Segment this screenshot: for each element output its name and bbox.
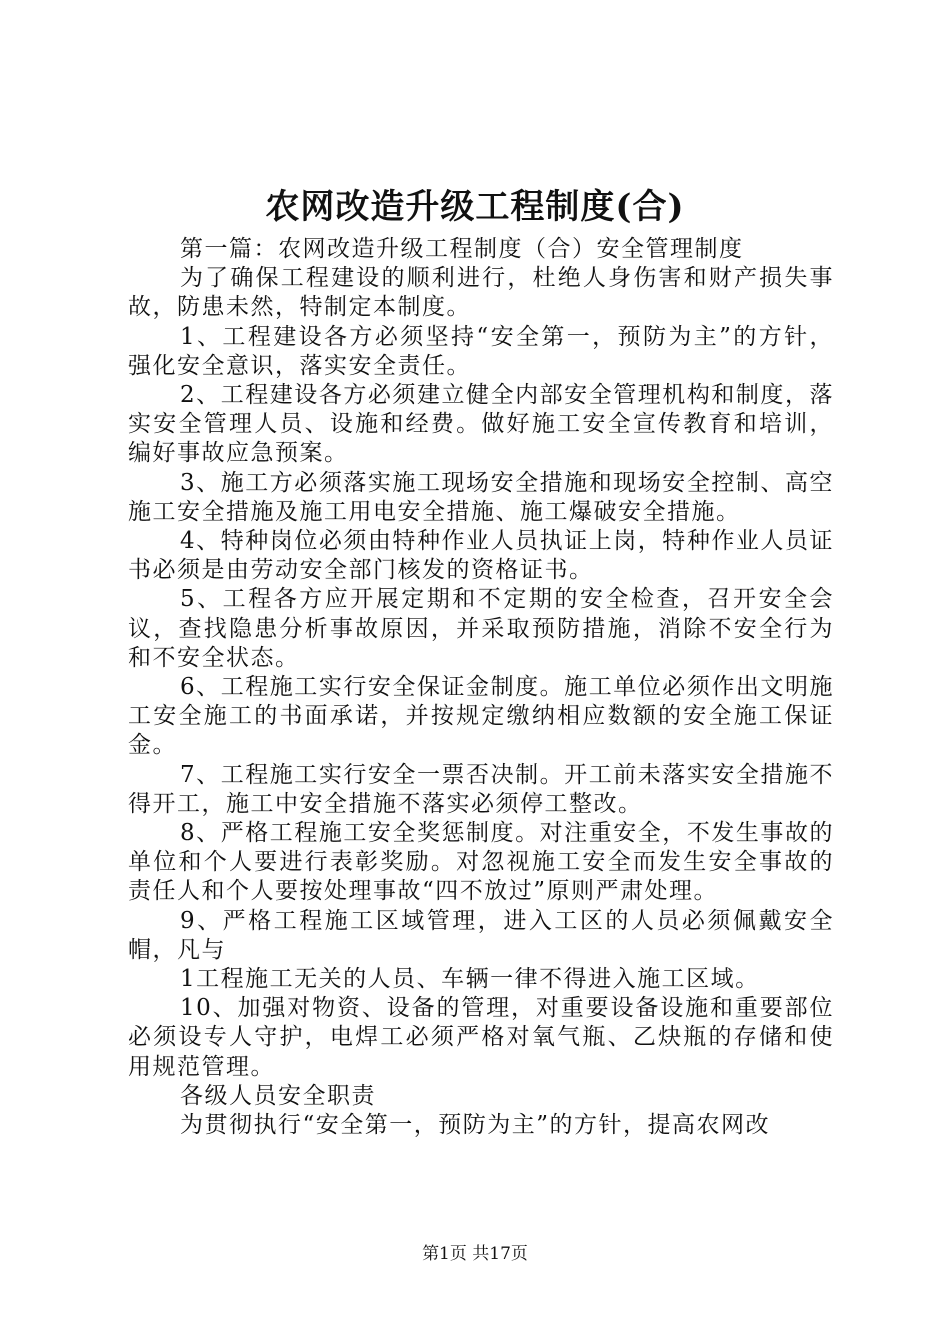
paragraph: 1工程施工无关的人员、车辆一律不得进入施工区域。 — [180, 966, 760, 993]
paragraph: 4、特种岗位必须由特种作业人员执证上岗，特种作业人员证书必须是由劳动安全部门核发的资格证书。 — [128, 528, 834, 584]
section-heading: 各级人员安全职责 — [180, 1082, 376, 1109]
paragraph: 5、工程各方应开展定期和不定期的安全检查，召开安全会议，查找隐患分析事故原因，并采取预防措施，消除不安全行为和不安全状态。 — [128, 586, 834, 671]
paragraph: 6、工程施工实行安全保证金制度。施工单位必须作出文明施工安全施工的书面承诺，并按规定缴纳相应数额的安全施工保证金。 — [128, 674, 834, 759]
paragraph: 第一篇：农网改造升级工程制度（合）安全管理制度 — [180, 236, 744, 262]
paragraph: 9、严格工程施工区域管理，进入工区的人员必须佩戴安全帽，凡与 — [128, 907, 834, 963]
document-body — [128, 235, 834, 1140]
paragraph: 8、严格工程施工安全奖惩制度。对注重安全，不发生事故的单位和个人要进行表彰奖励。对忽视施工安全而发生安全事故的责任人和个人要按处理事故“四不放过”原则严肃处理。 — [128, 820, 834, 905]
paragraph: 7、工程施工实行安全一票否决制。开工前未落实安全措施不得开工，施工中安全措施不落实必须停工整改。 — [128, 761, 834, 817]
paragraph: 2、工程建设各方必须建立健全内部安全管理机构和制度，落实安全管理人员、设施和经费。做好施工安全宣传教育和培训，编好事故应急预案。 — [128, 382, 834, 467]
paragraph: 10、加强对物资、设备的管理，对重要设备设施和重要部位必须设专人守护，电焊工必须严格对氧气瓶、乙炔瓶的存储和使用规范管理。 — [128, 995, 834, 1080]
paragraph: 为贯彻执行“安全第一，预防为主”的方针，提高农网改 — [180, 1112, 771, 1139]
page-footer: 第1页 共17页 — [422, 1244, 528, 1264]
paragraph: 3、施工方必须落实施工现场安全措施和现场安全控制、高空施工安全措施及施工用电安全措施、施工爆破安全措施。 — [128, 469, 834, 525]
paragraph: 1、工程建设各方必须坚持“安全第一，预防为主”的方针，强化安全意识，落实安全责任。 — [128, 323, 834, 379]
document-title: 农网改造升级工程制度(合) — [265, 187, 685, 227]
paragraph: 为了确保工程建设的顺利进行，杜绝人身伤害和财产损失事故，防患未然，特制定本制度。 — [128, 265, 834, 321]
